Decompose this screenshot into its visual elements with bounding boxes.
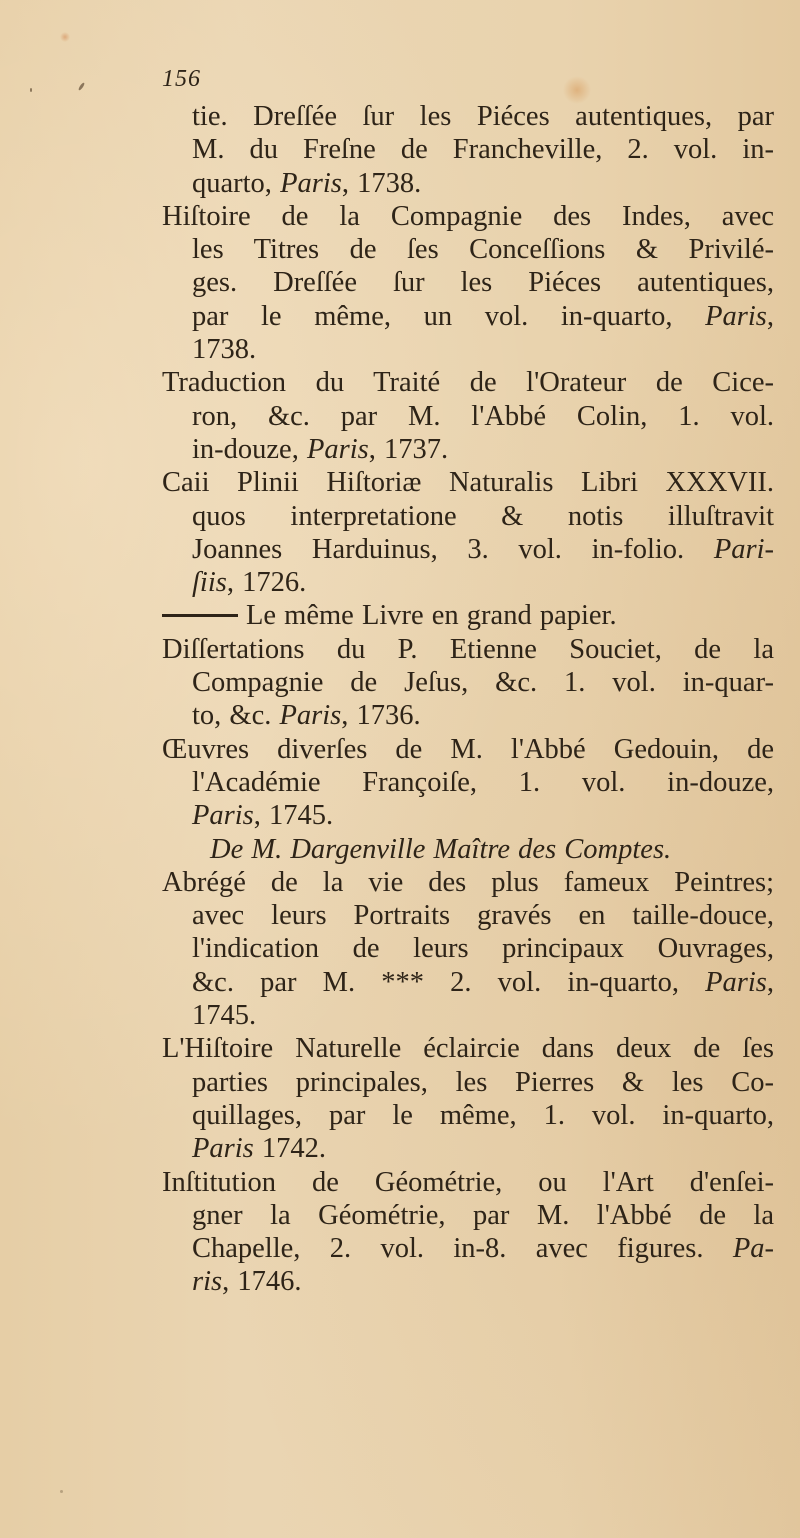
text-line xyxy=(162,966,774,999)
text-line xyxy=(162,899,774,932)
line-text: avec leurs Portraits gravés en taille-douce, xyxy=(192,900,774,932)
italic-text: Paris xyxy=(280,167,342,199)
text-line xyxy=(162,433,774,466)
line-text-after: , xyxy=(766,966,774,998)
text-line xyxy=(162,233,774,266)
ink-speck xyxy=(60,1490,63,1493)
text-line xyxy=(162,133,774,166)
text-line xyxy=(162,866,774,899)
line-text: par le même, un vol. in-quarto, xyxy=(192,300,706,332)
text-line xyxy=(162,1265,774,1298)
text-line xyxy=(162,1132,774,1165)
text-line xyxy=(162,533,774,566)
text-line xyxy=(162,799,774,832)
text-line xyxy=(162,333,774,366)
line-text: Diſſertations du P. Etienne Souciet, de la xyxy=(162,633,774,665)
italic-text: Paris xyxy=(192,800,254,832)
line-text: Inſtitution de Géométrie, ou l'Art d'enſei- xyxy=(162,1166,774,1198)
ditto-dash xyxy=(162,614,238,617)
catalogue-entry xyxy=(162,200,774,366)
line-text-after: , 1726. xyxy=(226,567,307,599)
line-text-after: , 1738. xyxy=(341,167,422,199)
line-text: Abrégé de la vie des plus fameux Peintres; xyxy=(162,866,774,898)
ink-speck xyxy=(30,88,32,92)
catalogue-entry xyxy=(162,633,774,733)
line-text: Traduction du Traité de l'Orateur de Cice- xyxy=(162,367,774,399)
text-line xyxy=(162,266,774,299)
text-line xyxy=(162,500,774,533)
ink-speck xyxy=(78,82,86,91)
text-line xyxy=(162,1166,774,1199)
text-line xyxy=(162,733,774,766)
line-text: &c. par M. *** 2. vol. in-quarto, xyxy=(192,966,706,998)
catalogue-entry xyxy=(162,1166,774,1299)
text-line xyxy=(162,466,774,499)
line-text: parties principales, les Pierres & les Co- xyxy=(192,1066,774,1098)
catalogue-entry xyxy=(162,866,774,1032)
italic-text: Paris xyxy=(705,300,767,332)
text-line xyxy=(162,633,774,666)
text-line xyxy=(162,1032,774,1065)
line-text: Chapelle, 2. vol. in-8. avec figures. xyxy=(192,1233,733,1265)
line-text: l'indication de leurs principaux Ouvrages, xyxy=(192,933,774,965)
catalogue-entry xyxy=(162,599,774,632)
text-line xyxy=(162,1099,774,1132)
catalogue-entry xyxy=(162,733,774,833)
line-text-after: 1742. xyxy=(253,1133,327,1165)
text-line xyxy=(162,999,774,1032)
line-text: tie. Dreſſée ſur les Piéces autentiques, par xyxy=(192,101,774,132)
line-text-after: , 1736. xyxy=(341,700,421,732)
line-text: Caii Plinii Hiſtoriæ Naturalis Libri XXXVII. xyxy=(162,467,774,499)
line-text: quos interpretatione & notis illuſtravit xyxy=(192,500,774,532)
line-text: to, &c. xyxy=(192,700,280,732)
text-line xyxy=(162,366,774,399)
italic-text: Paris xyxy=(192,1133,254,1165)
text-line xyxy=(162,599,774,632)
text-line xyxy=(162,300,774,333)
line-text: Hiſtoire de la Compagnie des Indes, avec xyxy=(162,200,774,232)
line-text: in-douze, xyxy=(192,433,307,465)
catalogue-entry xyxy=(162,833,774,866)
line-text: M. du Freſne de Francheville, 2. vol. in- xyxy=(192,134,774,166)
page-number: 156 xyxy=(162,66,201,92)
line-text: Œuvres diverſes de M. l'Abbé Gedouin, de xyxy=(162,733,774,765)
line-text-after: , 1737. xyxy=(368,433,449,465)
catalogue-entry xyxy=(162,466,774,599)
italic-text: Paris xyxy=(705,966,767,998)
catalogue-text xyxy=(162,100,774,1299)
catalogue-entry xyxy=(162,366,774,466)
text-line xyxy=(162,400,774,433)
text-line xyxy=(162,932,774,965)
italic-text: Pari- xyxy=(713,533,774,565)
text-line xyxy=(162,566,774,599)
line-text: L'Hiſtoire Naturelle éclaircie dans deux de ſes xyxy=(162,1033,774,1065)
line-text: les Titres de ſes Conceſſions & Privilé- xyxy=(192,234,774,266)
text-line xyxy=(162,1066,774,1099)
text-line xyxy=(162,833,774,866)
italic-text: De M. Dargenville Maître des Comptes. xyxy=(210,833,672,865)
line-text: ges. Dreſſée ſur les Piéces autentiques, xyxy=(192,267,774,299)
line-text: gner la Géométrie, par M. l'Abbé de la xyxy=(192,1199,774,1231)
text-line xyxy=(162,200,774,233)
line-text: ron, &c. par M. l'Abbé Colin, 1. vol. xyxy=(192,400,774,432)
line-text: Compagnie de Jeſus, &c. 1. vol. in-quar- xyxy=(192,667,774,699)
line-text: Le même Livre en grand papier. xyxy=(246,600,617,632)
italic-text: Paris xyxy=(306,433,369,465)
catalogue-entry xyxy=(162,1032,774,1165)
catalogue-entry xyxy=(162,100,774,200)
line-text: 1745. xyxy=(192,1000,257,1032)
line-text-after: , 1745. xyxy=(253,800,334,832)
italic-text: Paris xyxy=(279,700,342,732)
line-text: quarto, xyxy=(192,167,281,199)
text-line xyxy=(162,766,774,799)
italic-text: Pa- xyxy=(732,1233,774,1265)
text-line xyxy=(162,666,774,699)
line-text: Joannes Harduinus, 3. vol. in-folio. xyxy=(192,533,714,565)
line-text-after: , xyxy=(766,300,774,332)
text-line xyxy=(162,1232,774,1265)
line-text-after: , 1746. xyxy=(222,1266,302,1298)
line-text: 1738. xyxy=(192,334,257,366)
text-line xyxy=(162,1199,774,1232)
text-line xyxy=(162,699,774,732)
text-line xyxy=(162,167,774,200)
line-text: l'Académie Françoiſe, 1. vol. in-douze, xyxy=(192,766,774,798)
text-line xyxy=(162,100,774,133)
italic-text: ſiis xyxy=(192,567,227,599)
line-text: quillages, par le même, 1. vol. in-quarto, xyxy=(192,1099,774,1131)
italic-text: ris xyxy=(192,1266,223,1298)
